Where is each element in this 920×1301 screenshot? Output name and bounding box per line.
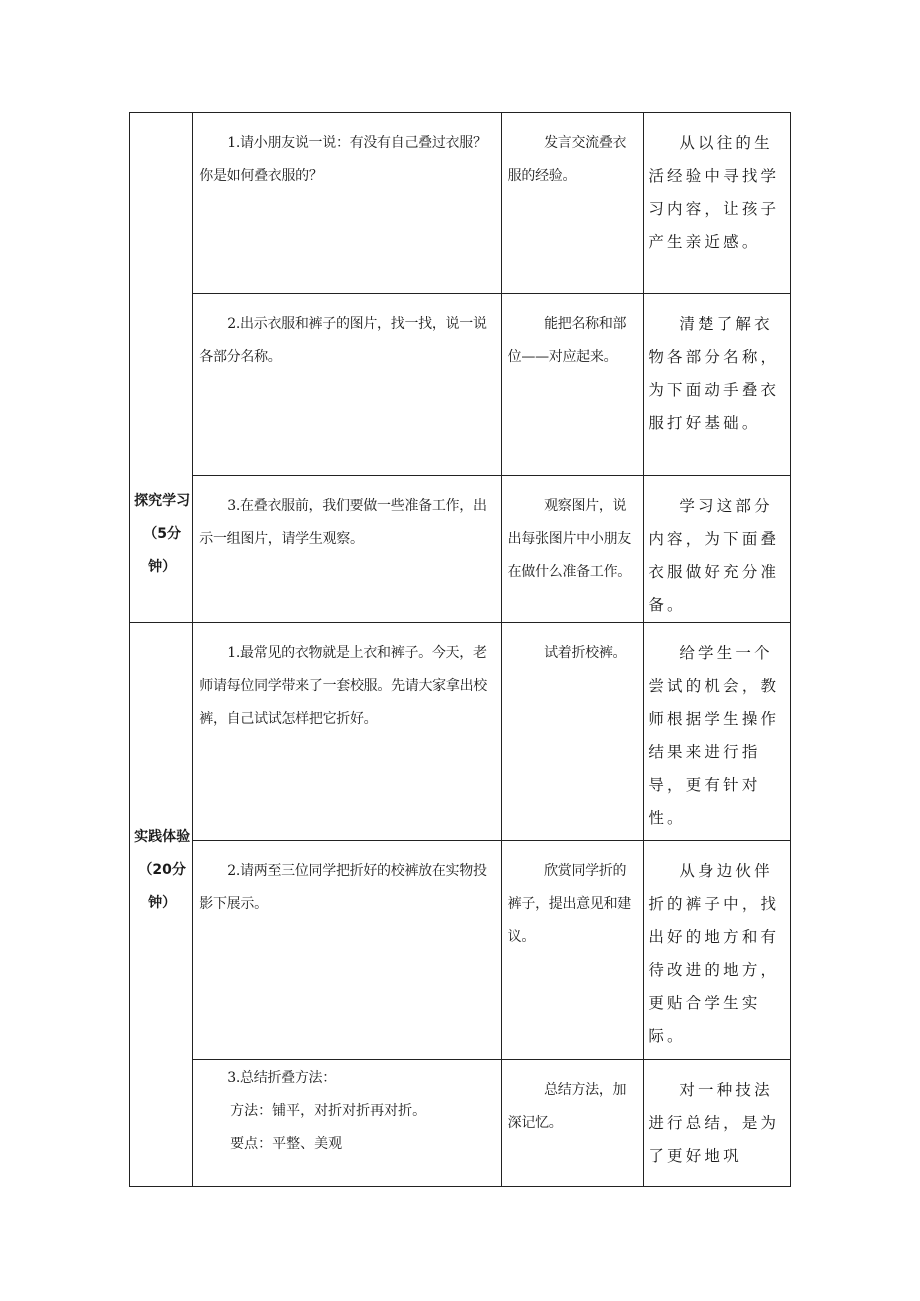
activity-text: 3.总结折叠方法： bbox=[227, 1069, 336, 1086]
student-text: 观察图片，说出每张图片中小朋友在做什么准备工作。 bbox=[507, 498, 631, 580]
student-text: 试着折校裤。 bbox=[544, 645, 627, 661]
student-text: 总结方法，加深记忆。 bbox=[507, 1081, 627, 1131]
student-cell bbox=[501, 1059, 644, 1186]
lesson-plan-table bbox=[129, 112, 791, 1187]
key-points-text: 要点：平整、美观 bbox=[230, 1135, 343, 1152]
student-text: 能把名称和部位——对应起来。 bbox=[507, 316, 627, 365]
activity-text: 2.请两至三位同学把折好的校裤放在实物投影下展示。 bbox=[199, 863, 487, 913]
student-cell bbox=[501, 623, 644, 841]
purpose-text: 给学生一个尝试的机会，教师根据学生操作结果来进行指导，更有针对性。 bbox=[648, 644, 780, 827]
activity-cell bbox=[193, 1059, 501, 1186]
table-row bbox=[130, 841, 791, 1059]
activity-cell bbox=[193, 623, 501, 841]
table-row bbox=[130, 476, 791, 623]
method-text: 方法：铺平，对折对折再对折。 bbox=[230, 1102, 427, 1119]
purpose-text: 学习这部分内容，为下面叠衣服做好充分准备。 bbox=[648, 497, 780, 614]
student-cell bbox=[501, 841, 644, 1059]
purpose-cell bbox=[644, 113, 791, 294]
activity-cell bbox=[193, 113, 501, 294]
stage-label: 探究学习（5分钟） bbox=[134, 493, 191, 575]
activity-cell bbox=[193, 841, 501, 1059]
stage-cell-explore bbox=[130, 113, 193, 623]
stage-cell-practice bbox=[130, 623, 193, 1187]
activity-text: 1.最常见的衣物就是上衣和裤子。今天，老师请每位同学带来了一套校服。先请大家拿出校裤，自己试试怎样把它折好。 bbox=[199, 645, 487, 727]
purpose-cell bbox=[644, 841, 791, 1059]
student-cell bbox=[501, 476, 644, 623]
purpose-cell bbox=[644, 1059, 791, 1186]
table-row bbox=[130, 294, 791, 476]
activity-text: 1.请小朋友说一说：有没有自己叠过衣服？你是如何叠衣服的？ bbox=[199, 135, 487, 184]
activity-cell bbox=[193, 294, 501, 476]
student-text: 欣赏同学折的裤子，提出意见和建议。 bbox=[507, 863, 631, 946]
student-cell bbox=[501, 294, 644, 476]
purpose-cell bbox=[644, 294, 791, 476]
student-cell bbox=[501, 113, 644, 294]
table-row bbox=[130, 1059, 791, 1186]
purpose-cell bbox=[644, 476, 791, 623]
activity-cell bbox=[193, 476, 501, 623]
student-text: 发言交流叠衣服的经验。 bbox=[507, 135, 627, 184]
purpose-cell bbox=[644, 623, 791, 841]
purpose-text: 从以往的生活经验中寻找学习内容，让孩子产生亲近感。 bbox=[648, 134, 780, 251]
stage-label: 实践体验（20分钟） bbox=[134, 829, 191, 911]
purpose-text: 清楚了解衣物各部分名称，为下面动手叠衣服打好基础。 bbox=[648, 315, 780, 432]
table-row bbox=[130, 113, 791, 294]
purpose-text: 对一种技法进行总结，是为了更好地巩 bbox=[648, 1080, 780, 1165]
purpose-text: 从身边伙伴折的裤子中，找出好的地方和有待改进的地方，更贴合学生实际。 bbox=[648, 862, 780, 1046]
table-row bbox=[130, 623, 791, 841]
activity-text: 2.出示衣服和裤子的图片，找一找，说一说各部分名称。 bbox=[199, 316, 487, 365]
activity-text: 3.在叠衣服前，我们要做一些准备工作，出示一组图片，请学生观察。 bbox=[199, 498, 487, 547]
